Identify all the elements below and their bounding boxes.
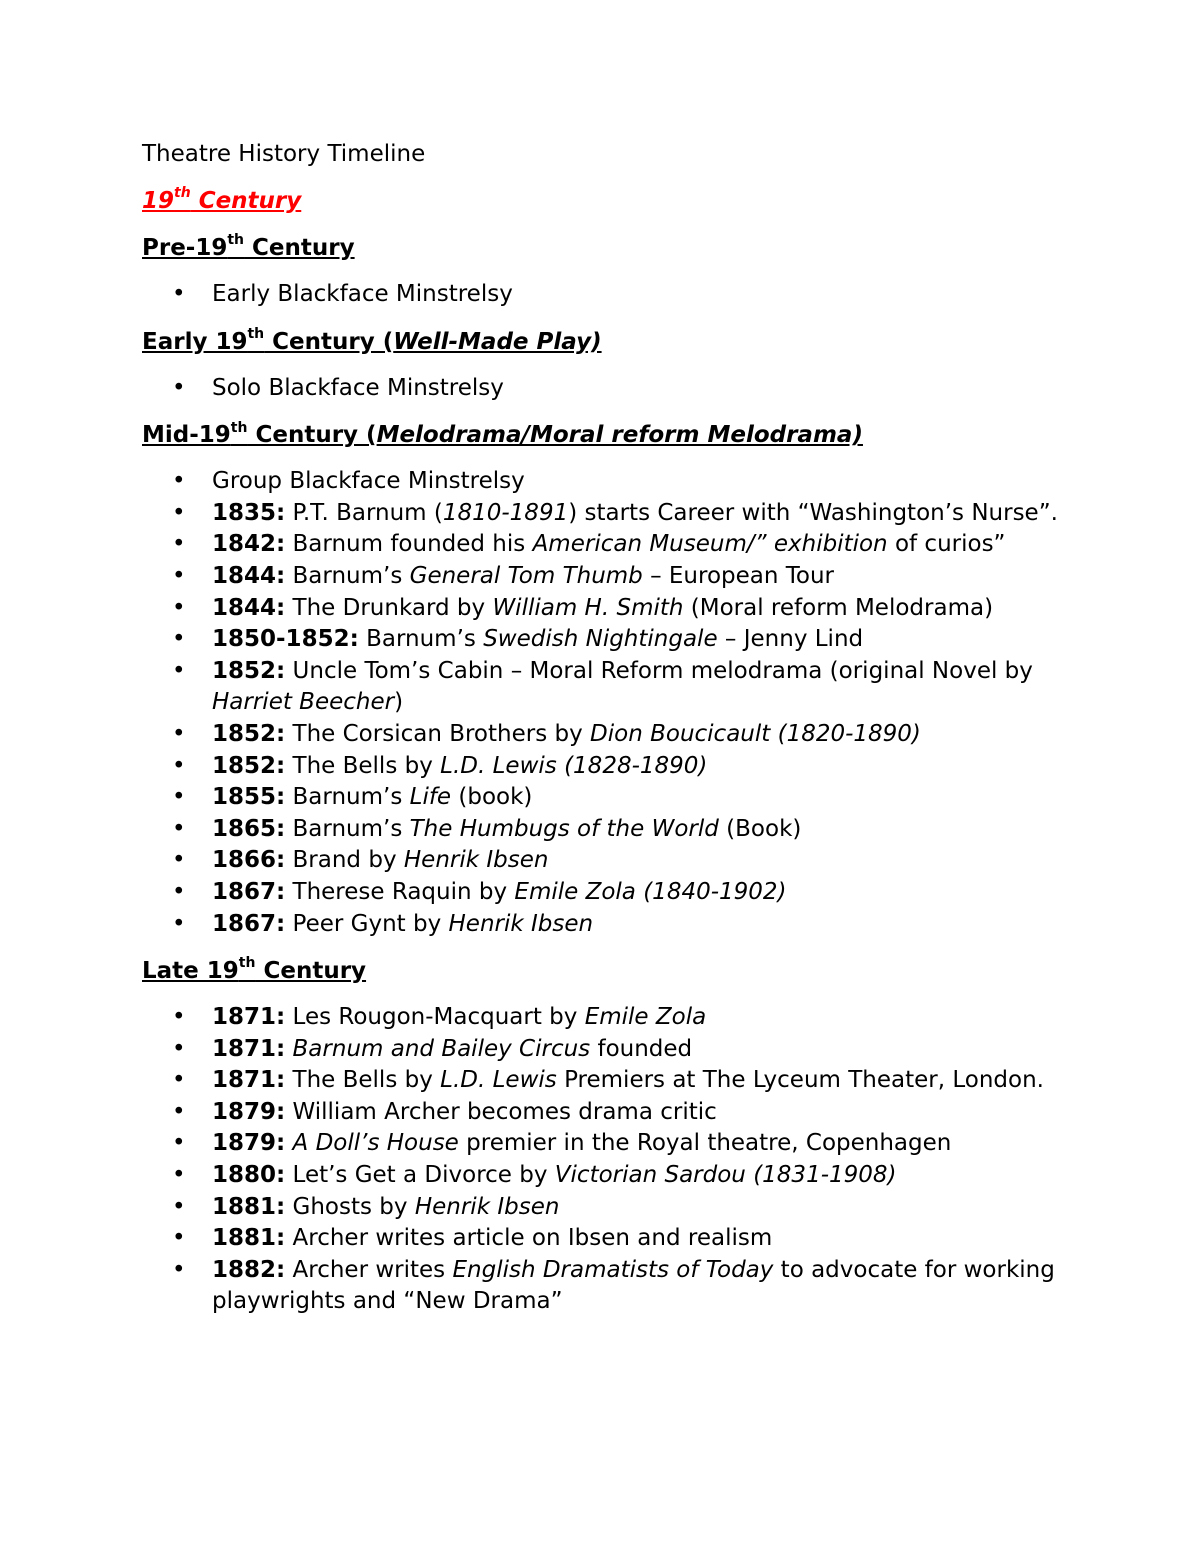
list-item: • 1880: Let’s Get a Divorce by Victorian Sardou (1831-1908)	[142, 1160, 1082, 1192]
list-item: • 1882: Archer writes English Dramatists of Today to advocate for working playwrights and “New Drama”	[142, 1255, 1082, 1318]
century-heading: 19th Century	[142, 185, 302, 214]
list-item: • 1865: Barnum’s The Humbugs of the World (Book)	[142, 814, 1082, 846]
list-item: • Solo Blackface Minstrelsy	[142, 373, 1082, 405]
list-item: • 1842: Barnum founded his American Museum/” exhibition of curios”	[142, 529, 1082, 561]
list-item: • 1881: Archer writes article on Ibsen and realism	[142, 1223, 1082, 1255]
list-item: • 1844: Barnum’s General Tom Thumb – European Tour	[142, 561, 1082, 593]
list-item: • 1844: The Drunkard by William H. Smith (Moral reform Melodrama)	[142, 593, 1082, 625]
list-item: • Group Blackface Minstrelsy	[142, 466, 1082, 498]
section-heading-early: Early 19th Century (Well-Made Play)	[142, 325, 602, 355]
list-item: • 1855: Barnum’s Life (book)	[142, 782, 1082, 814]
list-item: • 1852: The Bells by L.D. Lewis (1828-1890)	[142, 751, 1082, 783]
section-heading-pre: Pre-19th Century	[142, 232, 355, 261]
list-item: • 1866: Brand by Henrik Ibsen	[142, 845, 1082, 877]
list-early	[142, 373, 1082, 405]
list-item: • 1879: William Archer becomes drama critic	[142, 1097, 1082, 1129]
document-title: Theatre History Timeline	[142, 141, 426, 167]
list-pre	[142, 279, 1082, 311]
list-item: • 1871: Barnum and Bailey Circus founded	[142, 1034, 1082, 1066]
list-item: • 1852: The Corsican Brothers by Dion Boucicault (1820-1890)	[142, 719, 1082, 751]
list-item: • 1881: Ghosts by Henrik Ibsen	[142, 1192, 1082, 1224]
list-late	[142, 1002, 1082, 1318]
list-item: • 1852: Uncle Tom’s Cabin – Moral Reform melodrama (original Novel by Harriet Beecher)	[142, 656, 1082, 719]
list-item: • 1879: A Doll’s House premier in the Royal theatre, Copenhagen	[142, 1128, 1082, 1160]
section-heading-mid: Mid-19th Century (Melodrama/Moral reform Melodrama)	[142, 419, 863, 449]
list-mid	[142, 466, 1082, 940]
section-heading-late: Late 19th Century	[142, 955, 367, 985]
list-item: • 1871: The Bells by L.D. Lewis Premiers at The Lyceum Theater, London.	[142, 1065, 1082, 1097]
document-page	[142, 138, 1082, 1333]
list-item: • 1871: Les Rougon-Macquart by Emile Zola	[142, 1002, 1082, 1034]
list-item: • 1835: P.T. Barnum (1810-1891) starts Career with “Washington’s Nurse”.	[142, 498, 1082, 530]
list-item: • 1867: Therese Raquin by Emile Zola (1840-1902)	[142, 877, 1082, 909]
list-item: • 1850-1852: Barnum’s Swedish Nightingale – Jenny Lind	[142, 624, 1082, 656]
list-item: • 1867: Peer Gynt by Henrik Ibsen	[142, 909, 1082, 941]
list-item: • Early Blackface Minstrelsy	[142, 279, 1082, 311]
